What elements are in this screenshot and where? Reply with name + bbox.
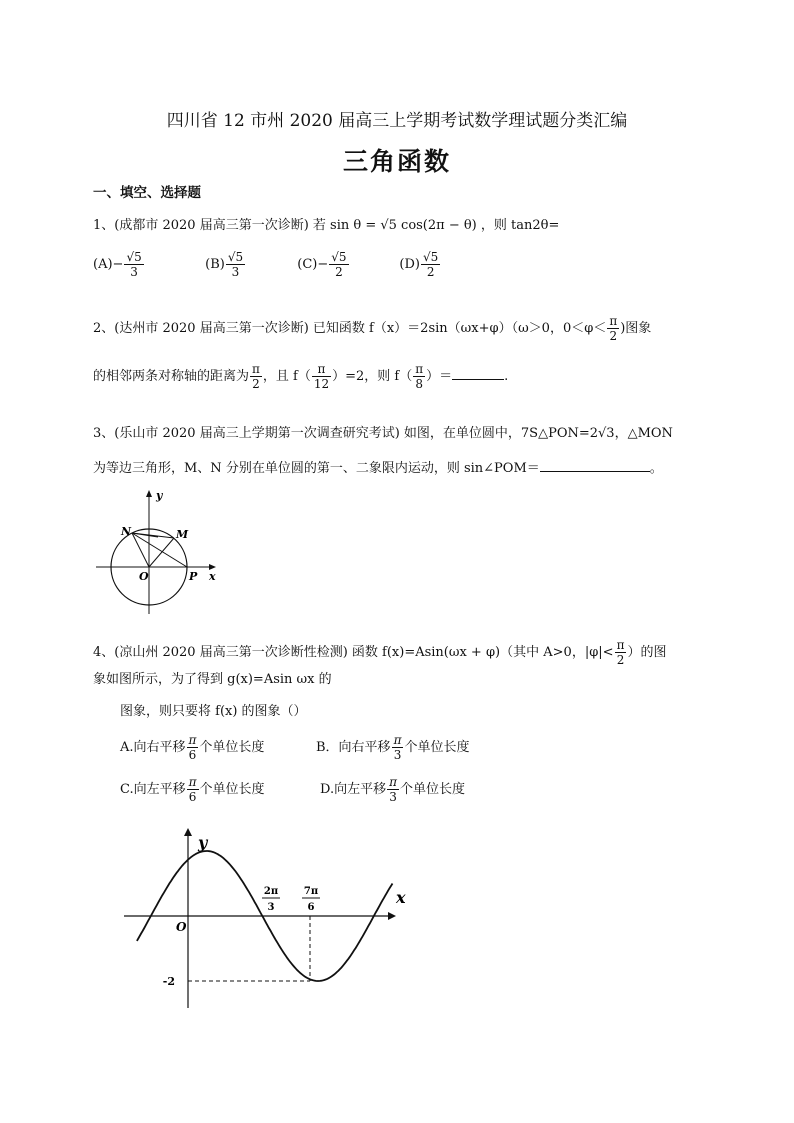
graph-x-label: x [396,888,406,907]
fig3-y-label: y [156,489,163,502]
q4-line1-end: ）的图 [627,645,667,660]
q4-option-c-suffix: 个单位长度 [199,782,265,797]
q4-option-b [316,733,469,762]
q2-frac-distance-num: π [252,362,260,376]
q4-option-c-den: 6 [188,790,197,804]
option-d [399,250,441,279]
q4-option-a-suffix: 个单位长度 [199,740,265,755]
option-d-fraction [421,250,440,279]
fig3-p-label: P [189,570,198,583]
option-a-label: (A)− [93,257,124,272]
sine-graph-figure [118,826,418,1016]
q4-option-b-frac [392,733,404,762]
q4-option-d-label: D.向左平移 [320,782,387,797]
q2-frac-phi-num: π [609,314,618,328]
tick-2pi3-num: 2π [263,886,279,897]
option-b-den: 3 [231,265,240,279]
q2-frac-distance-den: 2 [252,377,260,391]
option-c-fraction [329,250,348,279]
q4-option-d [320,775,465,804]
question-3-line-1: 3、(乐山市 2020 届高三上学期第一次调查研究考试) 如图，在单位圆中，7S△PON=2√3，△MON [93,426,673,441]
segment-om [149,538,174,567]
q2-line2-eq: ）＝ [426,369,453,384]
section-heading: 一、填空、选择题 [93,185,201,201]
q2-frac-pi12-den: 12 [313,377,330,391]
q2-line2-text: 的相邻两条对称轴的距离为 [93,369,250,384]
q4-option-b-suffix: 个单位长度 [404,740,470,755]
q4-line1-text: 4、(凉山州 2020 届高三第一次诊断性检测) 函数 f(x)=Asin(ωx + φ)（其中 A>0，|φ|< [93,645,614,660]
q4-option-b-num: π [393,733,402,747]
q4-option-d-num: π [389,775,397,789]
q2-line1-text: 2、(达州市 2020 届高三第一次诊断) 已知函数 f（x）＝2sin（ωx+φ）（ω＞0，0＜φ＜ [93,321,607,336]
fig3-n-label: N [121,525,132,538]
q2-frac-distance [250,362,262,391]
option-c-num: √5 [331,250,347,264]
q4-option-b-den: 3 [393,748,402,762]
tick-7pi6-num: 7π [303,886,319,897]
chapter-title: 三角函数 [342,147,451,176]
q4-option-a [120,733,264,762]
option-b-num: √5 [227,250,244,264]
graph-y-arrow [184,828,192,836]
q4-option-d-den: 3 [389,790,397,804]
graph-x-arrow [388,912,396,920]
question-2-line-1 [93,314,651,343]
q2-frac-phi [607,314,619,343]
fig3-x-label: x [209,570,216,583]
q4-option-c-num: π [188,775,197,789]
q4-option-a-den: 6 [188,748,197,762]
q4-option-a-label: A.向右平移 [120,740,186,755]
q4-option-c-frac [187,775,199,804]
option-a-den: 3 [130,265,138,279]
option-d-den: 2 [426,265,435,279]
question-2-line-2 [93,362,508,391]
q2-answer-blank[interactable] [452,367,504,380]
option-c-label: (C)− [297,257,329,272]
option-d-label: (D) [399,257,420,272]
fig3-o-label: O [139,570,149,583]
q3-line2-end: 。 [649,461,663,476]
option-a-num: √5 [126,250,142,264]
option-c-den: 2 [335,265,343,279]
option-d-num: √5 [423,250,439,264]
q2-line2-mid1: ，且 f（ [262,369,311,384]
option-a-fraction [124,250,143,279]
q3-answer-blank[interactable] [540,459,650,472]
graph-origin-label: O [176,920,187,934]
option-b [205,250,293,279]
q2-frac-pi8-den: 8 [415,377,424,391]
fig3-m-label: M [176,528,189,541]
option-c [297,250,395,279]
q2-frac-pi12 [312,362,331,391]
q2-frac-phi-den: 2 [609,329,618,343]
tick-2pi3-den: 3 [267,902,275,913]
question-4-line-2: 象如图所示，为了得到 g(x)=Asin ωx 的 [93,672,332,687]
q4-frac-phi [615,638,627,667]
option-b-fraction [226,250,245,279]
q4-option-c-label: C.向左平移 [120,782,186,797]
q2-line1-end: )图象 [620,321,652,336]
q2-line2-period: . [504,369,509,384]
question-3-line-2 [93,457,663,476]
unit-circle-figure [92,484,228,618]
q3-line2-text: 为等边三角形，M、N 分别在单位圆的第一、二象限内运动，则 sin∠POM＝ [93,461,540,476]
option-a [93,250,201,279]
question-4-line-3: 图象，则只要将 f(x) 的图象（） [120,704,307,719]
q2-frac-pi12-num: π [312,362,331,377]
option-b-label: (B) [205,257,225,272]
q4-frac-phi-num: π [616,638,625,652]
q4-option-d-frac [387,775,399,804]
q2-frac-pi8 [413,362,425,391]
q2-frac-pi8-num: π [415,362,424,376]
question-1-text: 1、(成都市 2020 届高三第一次诊断) 若 sin θ = √5 cos(2π − θ) ，则 tan2θ= [93,218,560,233]
q4-option-a-frac [187,733,199,762]
q4-frac-phi-den: 2 [616,653,625,667]
q2-line2-mid2: ）=2，则 f（ [332,369,413,384]
graph-y-label: y [198,833,208,852]
y-axis-arrow [146,490,152,497]
q4-option-b-label: B．向右平移 [316,740,391,755]
q4-option-a-num: π [188,733,197,747]
question-1-options [93,250,441,279]
q4-option-c [120,775,265,804]
question-4-line-1 [93,638,666,667]
document-title: 四川省 12 市州 2020 届高三上学期考试数学理试题分类汇编 [166,111,628,131]
q4-option-d-suffix: 个单位长度 [399,782,465,797]
tick-7pi6-den: 6 [307,902,315,913]
graph-minus2-label: -2 [162,975,175,988]
